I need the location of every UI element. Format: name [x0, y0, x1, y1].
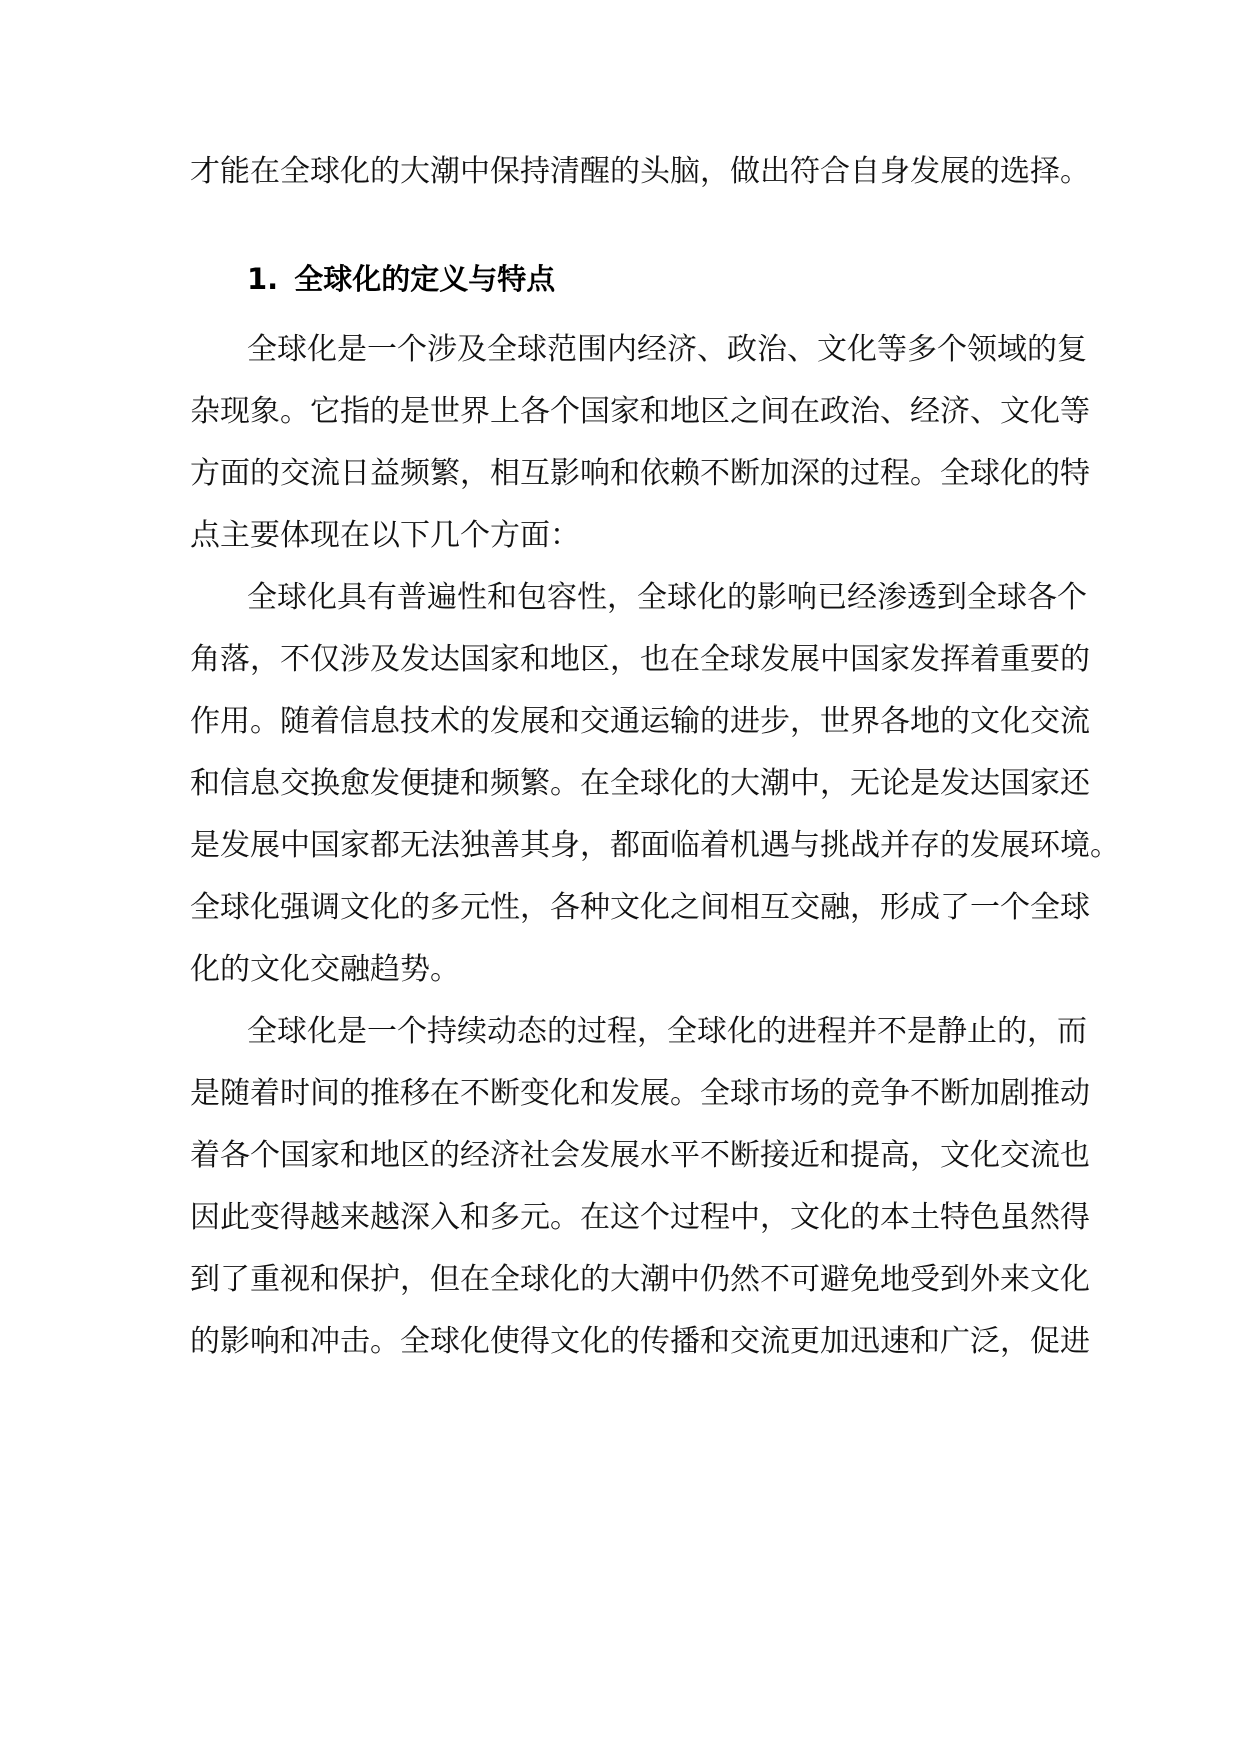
paragraph-1-line-4: 点主要体现在以下几个方面：: [190, 518, 580, 553]
paragraph-1-line-2: 杂现象。它指的是世界上各个国家和地区之间在政治、经济、文化等: [190, 394, 1090, 429]
paragraph-2-line-1: 全球化具有普遍性和包容性，全球化的影响已经渗透到全球各个: [247, 580, 1087, 615]
paragraph-3-line-2: 是随着时间的推移在不断变化和发展。全球市场的竞争不断加剧推动: [190, 1076, 1090, 1111]
paragraph-3-line-1: 全球化是一个持续动态的过程，全球化的进程并不是静止的，而: [247, 1014, 1087, 1049]
paragraph-2-line-7: 化的文化交融趋势。: [190, 952, 460, 987]
paragraph-1-line-3: 方面的交流日益频繁，相互影响和依赖不断加深的过程。全球化的特: [190, 456, 1090, 491]
paragraph-3-line-5: 到了重视和保护，但在全球化的大潮中仍然不可避免地受到外来文化: [190, 1262, 1090, 1297]
section-heading: [247, 255, 555, 303]
paragraph-1-line-1: 全球化是一个涉及全球范围内经济、政治、文化等多个领域的复: [247, 332, 1087, 367]
paragraph-2-line-6: 全球化强调文化的多元性，各种文化之间相互交融，形成了一个全球: [190, 890, 1090, 925]
paragraph-3-line-3: 着各个国家和地区的经济社会发展水平不断接近和提高，文化交流也: [190, 1138, 1090, 1173]
paragraph-2-line-5: 是发展中国家都无法独善其身，都面临着机遇与挑战并存的发展环境。: [190, 828, 1120, 863]
paragraph-3-line-4: 因此变得越来越深入和多元。在这个过程中，文化的本土特色虽然得: [190, 1200, 1090, 1235]
intro-line: 才能在全球化的大潮中保持清醒的头脑，做出符合自身发展的选择。: [190, 154, 1090, 189]
paragraph-2-line-3: 作用。随着信息技术的发展和交通运输的进步，世界各地的文化交流: [190, 704, 1090, 739]
paragraph-3-line-6: 的影响和冲击。全球化使得文化的传播和交流更加迅速和广泛，促进: [190, 1324, 1090, 1359]
paragraph-2-line-2: 角落，不仅涉及发达国家和地区，也在全球发展中国家发挥着重要的: [190, 642, 1090, 677]
paragraph-2-line-4: 和信息交换愈发便捷和频繁。在全球化的大潮中，无论是发达国家还: [190, 766, 1090, 801]
section-title: 全球化的定义与特点: [294, 262, 556, 296]
section-number: 1.: [247, 262, 279, 296]
